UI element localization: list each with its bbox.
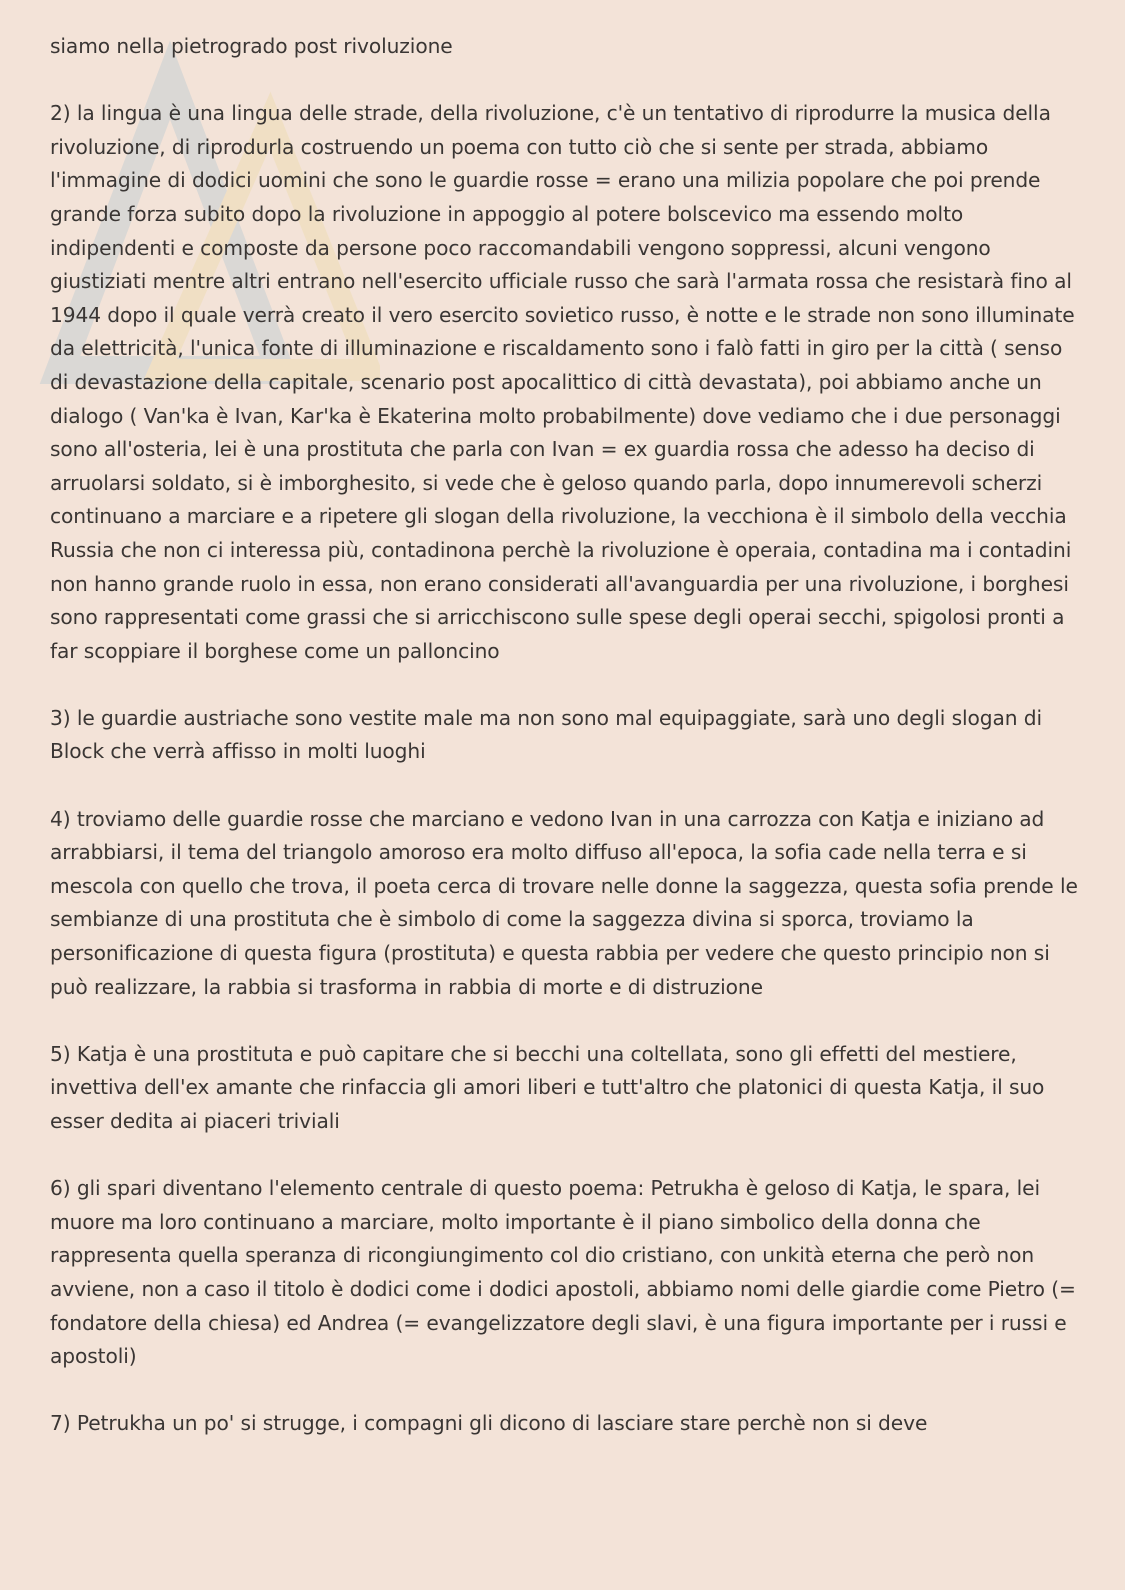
paragraph-2: 2) la lingua è una lingua delle strade, della rivoluzione, c'è un tentativo di riprodurre la musica della rivoluzione, di riprodurla costruendo un poema con tutto ciò che si sente per strada, abbiamo l'immagine di dodici uomini che sono le guardie rosse = erano una milizia popolare che poi prende grande forza subito dopo la rivoluzione in appoggio al potere bolscevico ma essendo molto indipendenti e composte da persone poco raccomandabili vengono soppressi, alcuni vengono giustiziati mentre altri entrano nell'esercito ufficiale russo che sarà l'armata rossa che resistarà fino al 1944 dopo il quale verrà creato il vero esercito sovietico russo, è notte e le strade non sono illuminate da elettricità, l'unica fonte di illuminazione e riscaldamento sono i falò fatti in giro per la città ( senso di devastazione della capitale, scenario post apocalittico di città devastata), poi abbiamo anche un dialogo ( Van'ka è Ivan, Kar'ka è Ekaterina molto probabilmente) dove vediamo che i due personaggi sono all'osteria, lei è una prostituta che parla con Ivan = ex guardia rossa che adesso ha deciso di arruolarsi soldato, si è imborghesito, si vede che è geloso quando parla, dopo innumerevoli scherzi continuano a marciare e a ripetere gli slogan della rivoluzione, la vecchiona è il simbolo della vecchia Russia che non ci interessa più, contadinona perchè la rivoluzione è operaia, contadina ma i contadini non hanno grande ruolo in essa, non erano considerati all'avanguardia per una rivoluzione, i borghesi sono rappresentati come grassi che si arricchiscono sulle spese degli operai secchi, spigolosi pronti a far scoppiare il borghese come un palloncino bbox=[50, 101, 1075, 663]
paragraph-7: 7) Petrukha un po' si strugge, i compagni gli dicono di lasciare stare perchè non si deve bbox=[50, 1411, 928, 1436]
paragraph-3: 3) le guardie austriache sono vestite male ma non sono mal equipaggiate, sarà uno degli slogan di Block che verrà affisso in molti luoghi bbox=[50, 705, 1042, 764]
document-page bbox=[50, 30, 1080, 1475]
intro-line: siamo nella pietrogrado post rivoluzione bbox=[50, 34, 453, 58]
paragraph-5: 5) Katja è una prostituta e può capitare che si becchi una coltellata, sono gli effetti del mestiere, invettiva dell'ex amante che rinfaccia gli amori liberi e tutt'altro che platonici di questa Katja, il suo esser dedita ai piaceri triviali bbox=[50, 1041, 1045, 1133]
paragraph-6: 6) gli spari diventano l'elemento centrale di questo poema: Petrukha è geloso di Katja, le spara, lei muore ma loro continuano a marciare, molto importante è il piano simbolico della donna che rappresenta quella speranza di ricongiungimento col dio cristiano, con unkità eterna che però non avviene, non a caso il titolo è dodici come i dodici apostoli, abbiamo nomi delle giardie come Pietro (= fondatore della chiesa) ed Andrea (= evangelizzatore degli slavi, è una figura importante per i russi e apostoli) bbox=[50, 1176, 1076, 1369]
paragraph-4: 4) troviamo delle guardie rosse che marciano e vedono Ivan in una carrozza con Katja e iniziano ad arrabbiarsi, il tema del triangolo amoroso era molto diffuso all'epoca, la sofia cade nella terra e si mescola con quello che trova, il poeta cerca di trovare nelle donne la saggezza, questa sofia prende le sembianze di una prostituta che è simbolo di come la saggezza divina si sporca, troviamo la personificazione di questa figura (prostituta) e questa rabbia per vedere che questo principio non si può realizzare, la rabbia si trasforma in rabbia di morte e di distruzione bbox=[50, 806, 1078, 999]
